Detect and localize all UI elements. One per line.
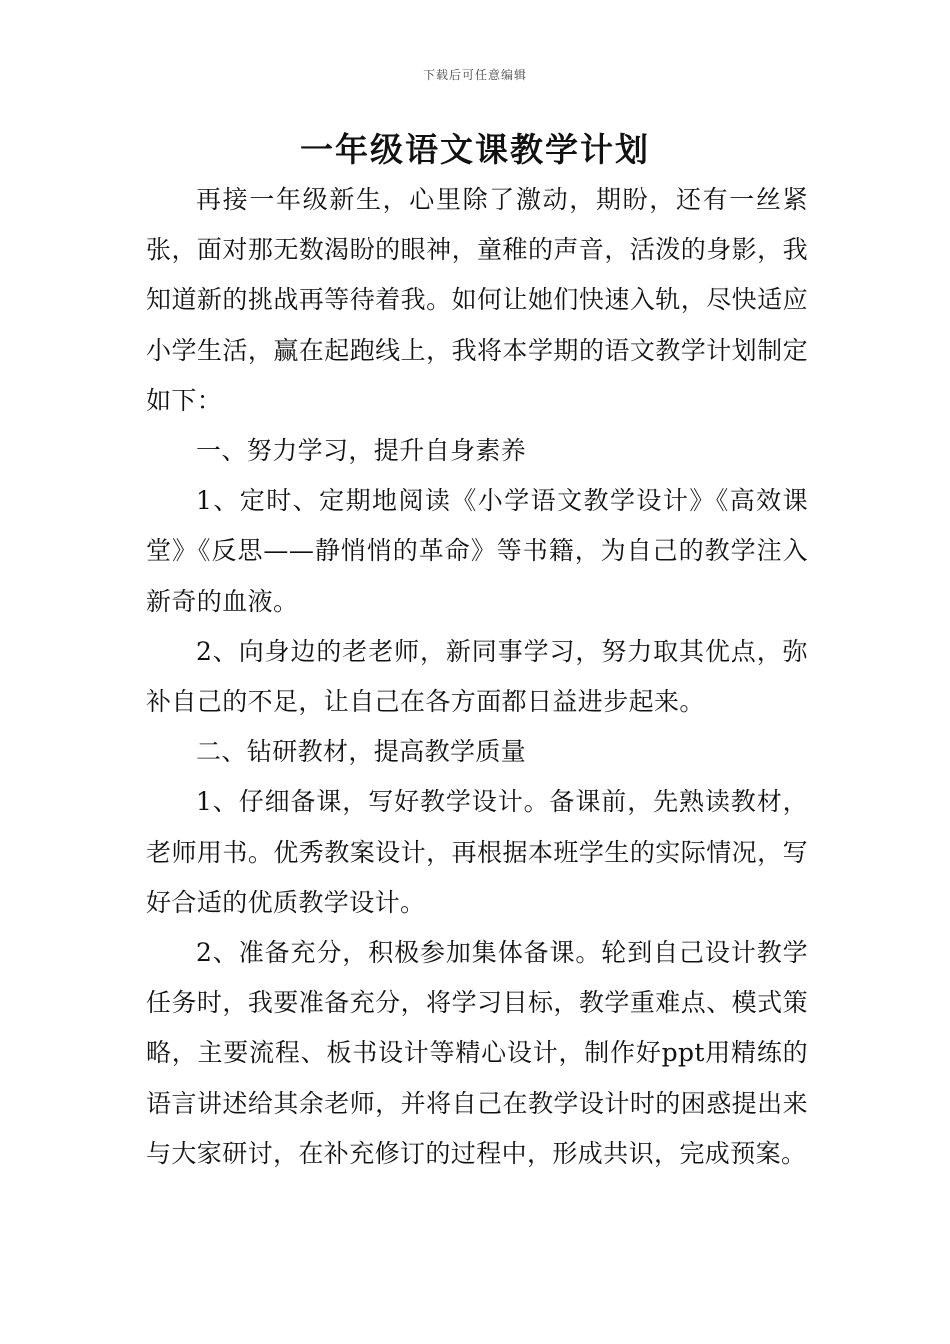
section-heading-2: 二、钻研教材，提高教学质量	[196, 737, 527, 767]
section-heading-1: 一、努力学习，提升自身素养	[196, 436, 527, 466]
paragraph-intro: 再接一年级新生，心里除了激动，期盼，还有一丝紧张，面对那无数渴盼的眼神，童稚的声音，活泼的身影，我知道新的挑战再等待着我。如何让她们快速入轨，尽快适应小学生活，赢在起跑线上，我将本学期的语文教学计划制定如下：	[146, 185, 808, 415]
document-title: 一年级语文课教学计划	[300, 130, 650, 169]
paragraph-1-2: 2、向身边的老老师，新同事学习，努力取其优点，弥补自己的不足，让自己在各方面都日益进步起来。	[146, 636, 808, 717]
paragraph-1-1: 1、定时、定期地阅读《小学语文教学设计》《高效课堂》《反思——静悄悄的革命》等书籍，为自己的教学注入新奇的血液。	[146, 486, 808, 616]
document-body	[146, 175, 808, 1179]
paragraph-2-2: 2、准备充分，积极参加集体备课。轮到自己设计教学任务时，我要准备充分，将学习目标，教学重难点、模式策略，主要流程、板书设计等精心设计，制作好ppt用精练的语言讲述给其余老师，并将自己在教学设计时的困惑提出来与大家研讨，在补充修订的过程中，形成共识，完成预案。	[146, 938, 808, 1168]
paragraph-2-1: 1、仔细备课，写好教学设计。备课前，先熟读教材，老师用书。优秀教案设计，再根据本班学生的实际情况，写好合适的优质教学设计。	[146, 787, 808, 917]
header-note: 下载后可任意编辑	[422, 68, 527, 82]
